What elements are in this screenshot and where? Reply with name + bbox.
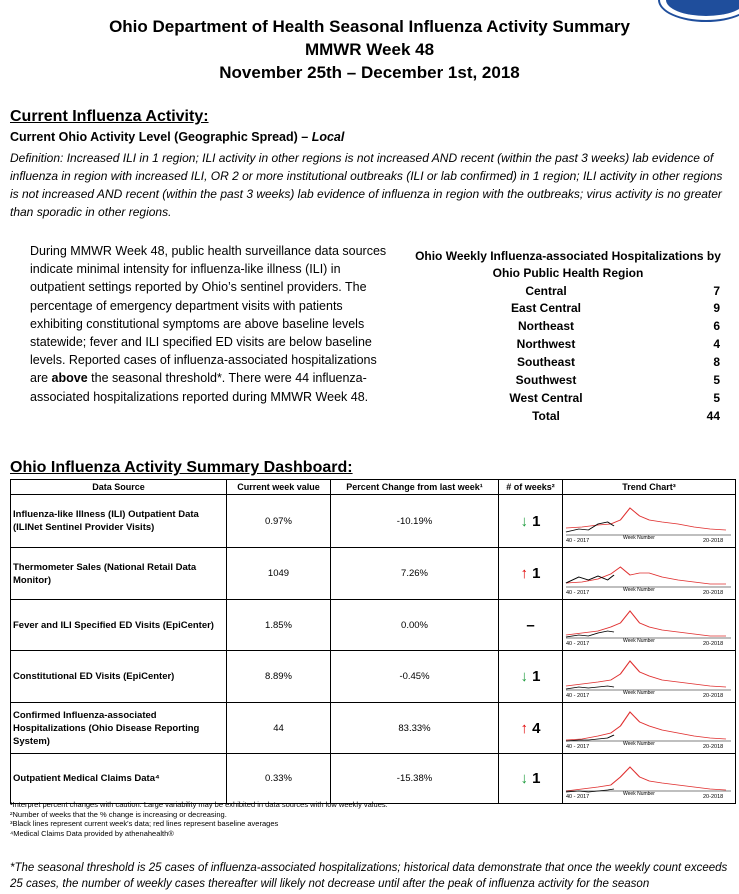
seasonal-threshold-note: *The seasonal threshold is 25 cases of influenza-associated hospitalizations; historical data demonstrate that once the weekly count exceeds 25 cases, the number of weekly cases thereafter will likely not decrease until after the peak of influenza activity for the season <box>10 862 728 890</box>
current-trend-line <box>566 735 614 741</box>
arrow-up-icon: ↑ <box>520 719 528 737</box>
current-value-cell: 0.33% <box>227 754 331 804</box>
dashboard-header-row <box>11 480 736 495</box>
percent-change-cell: 0.00% <box>331 600 499 651</box>
footnote-4: ⁴Medical Claims Data provided by athenahealth® <box>10 828 174 838</box>
trend-chart <box>563 652 733 702</box>
col-data-source: Data Source <box>11 480 227 495</box>
region-name: East Central <box>510 301 582 315</box>
report-title: Ohio Department of Health Seasonal Influenza Activity Summary <box>109 17 630 36</box>
trend-chart-cell <box>563 548 736 600</box>
data-source-cell: Constitutional ED Visits (EpiCenter) <box>11 651 227 703</box>
region-name: West Central <box>509 391 583 405</box>
hospitalization-row <box>460 373 720 391</box>
trend-chart-cell <box>563 703 736 754</box>
arrow-up-icon: ↑ <box>520 565 528 582</box>
trend-end-label: 20-2018 <box>703 743 724 750</box>
arrow-down-icon: ↓ <box>520 512 528 530</box>
baseline-trend-line <box>566 661 726 687</box>
dashboard-row <box>11 754 736 804</box>
weeks-cell <box>499 495 563 548</box>
trend-start-label: 40 - 2017 <box>566 692 590 699</box>
trend-end-label: 20-2018 <box>703 692 724 699</box>
summary-text-bold: above <box>51 371 88 386</box>
trend-end-label: 20-2018 <box>703 793 724 800</box>
activity-level <box>10 130 344 144</box>
region-count: 6 <box>713 319 720 333</box>
current-value-cell: 0.97% <box>227 495 331 548</box>
region-name: Southwest <box>515 373 577 387</box>
region-count: 9 <box>713 301 720 315</box>
trend-start-label: 40 - 2017 <box>566 793 590 800</box>
hospitalization-row <box>460 391 720 409</box>
trend-chart-cell <box>563 495 736 548</box>
region-count: 44 <box>706 409 720 423</box>
trend-chart <box>563 549 733 599</box>
report-week: MMWR Week 48 <box>304 40 435 59</box>
summary-text-2: the seasonal threshold*. There were 44 influenza-associated hospitalizations reported during MMWR Week 48. <box>30 371 369 404</box>
col-num-weeks: # of weeks² <box>499 480 563 495</box>
summary-paragraph <box>30 242 395 406</box>
trend-end-label: 20-2018 <box>703 589 724 596</box>
dashboard-row <box>11 548 736 600</box>
trend-axis-title: Week Number <box>623 637 655 644</box>
weeks-cell <box>499 754 563 804</box>
region-count: 5 <box>713 391 720 405</box>
col-percent-change: Percent Change from last week¹ <box>331 480 499 495</box>
trend-end-label: 20-2018 <box>703 640 724 647</box>
activity-level-label: Current Ohio Activity Level (Geographic Spread) – <box>10 130 309 144</box>
region-name: Northwest <box>516 337 576 351</box>
activity-definition: Definition: Increased ILI in 1 region; ILI activity in other regions is not increased AND recent (within the past 3 weeks) lab evidence of influenza in region with increased ILI, OR 2 or more institutional outbreaks (ILI or lab confirmed) in 1 region; ILI activity in other regions is not increased AND recent (within the past 3 weeks) lab evidence of influenza in region with the outbreaks; virus activity is no greater than sporadic in other regions. <box>10 151 723 219</box>
hospitalizations-title: Ohio Weekly Influenza-associated Hospitalizations by Ohio Public Health Region <box>415 249 721 280</box>
no-change-dash-icon: – <box>526 616 535 634</box>
trend-chart <box>563 755 733 803</box>
trend-chart-cell <box>563 600 736 651</box>
current-activity-heading: Current Influenza Activity: <box>10 108 209 125</box>
weeks-count: 1 <box>532 668 541 685</box>
current-trend-line <box>566 522 614 532</box>
region-count: 5 <box>713 373 720 387</box>
arrow-down-icon: ↓ <box>520 770 528 787</box>
trend-start-label: 40 - 2017 <box>566 537 590 544</box>
dashboard-table <box>10 479 736 804</box>
arrow-down-icon: ↓ <box>520 668 528 685</box>
region-count: 8 <box>713 355 720 369</box>
col-trend-chart: Trend Chart³ <box>563 480 736 495</box>
region-name: Northeast <box>517 319 574 333</box>
weeks-count: 1 <box>532 565 541 582</box>
hospitalization-row <box>460 409 720 427</box>
current-value-cell: 1.85% <box>227 600 331 651</box>
percent-change-cell: -10.19% <box>331 495 499 548</box>
trend-end-label: 20-2018 <box>703 537 724 544</box>
dashboard-row <box>11 703 736 754</box>
region-count: 7 <box>713 284 720 298</box>
region-name: Southeast <box>516 355 575 369</box>
region-name: Central <box>525 284 567 298</box>
data-source-cell: Thermometer Sales (National Retail Data Monitor) <box>11 548 227 600</box>
current-trend-line <box>566 575 614 583</box>
col-current-value: Current week value <box>227 480 331 495</box>
trend-chart <box>563 704 733 753</box>
baseline-trend-line <box>566 508 726 530</box>
dashboard-row <box>11 651 736 703</box>
report-dates: November 25th – December 1st, 2018 <box>219 63 520 82</box>
hospitalization-row <box>460 337 720 355</box>
trend-start-label: 40 - 2017 <box>566 743 590 750</box>
trend-axis-title: Week Number <box>623 534 655 541</box>
weeks-cell <box>499 703 563 754</box>
data-source-cell: Fever and ILI Specified ED Visits (EpiCenter) <box>11 600 227 651</box>
hospitalization-row <box>460 284 720 302</box>
data-source-cell: Outpatient Medical Claims Data⁴ <box>11 754 227 804</box>
percent-change-cell: -15.38% <box>331 754 499 804</box>
current-trend-line <box>566 686 614 689</box>
dashboard-heading: Ohio Influenza Activity Summary Dashboard: <box>10 459 353 476</box>
weeks-cell <box>499 548 563 600</box>
weeks-count: 1 <box>532 770 541 787</box>
weeks-count: 1 <box>532 512 541 530</box>
hospitalization-row <box>460 319 720 337</box>
trend-chart-cell <box>563 651 736 703</box>
current-value-cell: 44 <box>227 703 331 754</box>
dashboard-footnotes <box>10 800 388 838</box>
trend-start-label: 40 - 2017 <box>566 589 590 596</box>
trend-chart <box>563 601 733 650</box>
footnote-1: ¹Interpret percent changes with caution. Large variability may be exhibited in data sources with low weekly values. <box>10 800 388 809</box>
baseline-trend-line <box>566 567 726 584</box>
weeks-cell <box>499 600 563 651</box>
summary-text-1: During MMWR Week 48, public health surveillance data sources indicate minimal intensity for influenza-like illness (ILI) in outpatient settings reported by Ohio’s sentinel providers. The percentage of emergency department visits with patients exhibiting constitutional symptoms are above baseline levels statewide; fever and ILI specified ED visits are below baseline levels. Reported cases of influenza-associated hospitalizations are <box>30 244 387 386</box>
current-value-cell: 8.89% <box>227 651 331 703</box>
baseline-trend-line <box>566 611 726 636</box>
trend-axis-title: Week Number <box>623 790 655 797</box>
trend-start-label: 40 - 2017 <box>566 640 590 647</box>
activity-level-value: Local <box>311 130 345 144</box>
trend-axis-title: Week Number <box>623 689 655 696</box>
data-source-cell: Confirmed Influenza-associated Hospitalizations (Ohio Disease Reporting System) <box>11 703 227 754</box>
data-source-cell: Influenza-like Illness (ILI) Outpatient Data (ILINet Sentinel Provider Visits) <box>11 495 227 548</box>
percent-change-cell: -0.45% <box>331 651 499 703</box>
trend-axis-title: Week Number <box>623 740 655 747</box>
baseline-trend-line <box>566 712 726 740</box>
baseline-trend-line <box>566 767 726 791</box>
footnote-2: ²Number of weeks that the % change is increasing or decreasing. <box>10 809 227 819</box>
percent-change-cell: 7.26% <box>331 548 499 600</box>
dashboard-row <box>11 495 736 548</box>
trend-chart <box>563 496 733 547</box>
dashboard-row <box>11 600 736 651</box>
weeks-count: 4 <box>532 719 541 737</box>
hospitalization-row <box>460 301 720 319</box>
hospitalization-row <box>460 355 720 373</box>
footnote-3: ³Black lines represent current week's data; red lines represent baseline averages <box>10 819 279 828</box>
current-value-cell: 1049 <box>227 548 331 600</box>
region-name: Total <box>532 409 560 423</box>
trend-axis-title: Week Number <box>623 586 655 593</box>
percent-change-cell: 83.33% <box>331 703 499 754</box>
trend-chart-cell <box>563 754 736 804</box>
weeks-cell <box>499 651 563 703</box>
region-count: 4 <box>713 337 720 351</box>
